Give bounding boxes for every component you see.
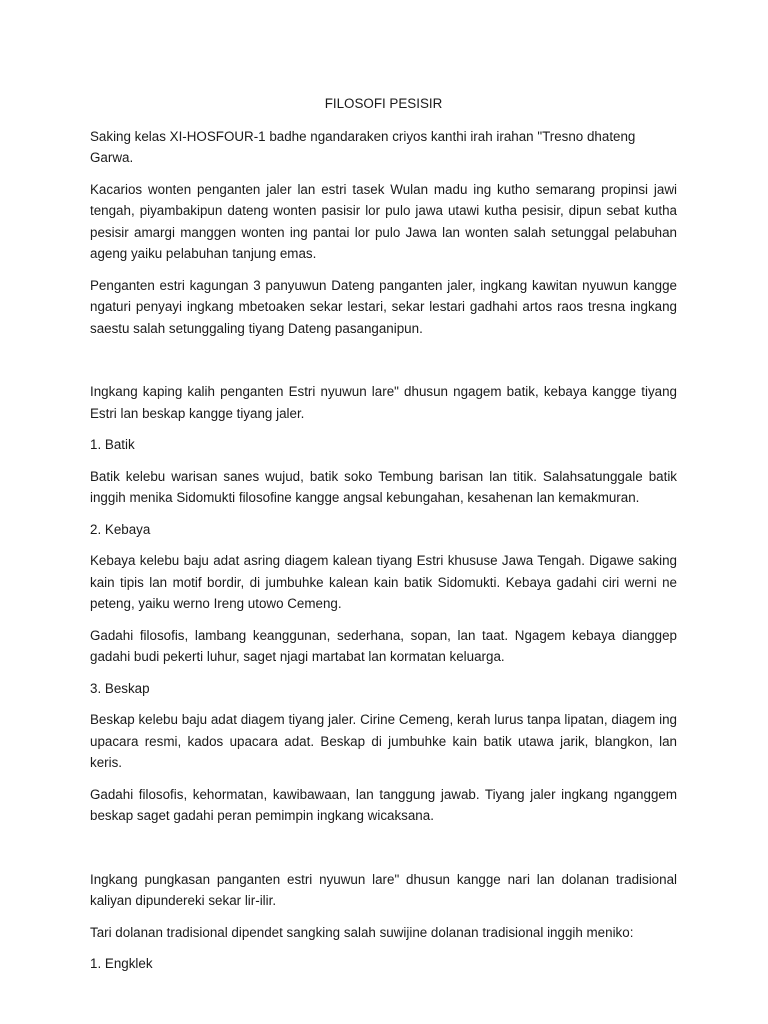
paragraph-request-one: Penganten estri kagungan 3 panyuwun Dateng panganten jaler, ingkang kawitan nyuwun kangge ngaturi penyayi ingkang mbetoaken sekar lestari, sekar lestari gadhahi artos raos tresna ingkang saestu salah setunggaling tiyang Dateng pasanganipun. [90, 277, 677, 336]
heading-beskap: 3. Beskap [90, 680, 150, 696]
paragraph-intro: Saking kelas XI-HOSFOUR-1 badhe ngandaraken criyos kanthi irah irahan "Tresno dhateng Garwa. [90, 128, 636, 165]
heading-kebaya: 2. Kebaya [90, 521, 151, 537]
document-title: FILOSOFI PESISIR [324, 96, 443, 111]
paragraph-batik: Batik kelebu warisan sanes wujud, batik soko Tembung barisan lan titik. Salahsatunggale batik inggih menika Sidomukti filosofine kangge angsal kebungahan, kesahenan lan kemakmuran. [90, 468, 677, 505]
paragraph-story: Kacarios wonten penganten jaler lan estri tasek Wulan madu ing kutho semarang propinsi jawi tengah, piyambakipun dateng wonten pasisir lor pulo jawa utawi kutha pesisir, dipun sebat kutha pesisir amargi manggen wonten ing pantai lor pulo Jawa lan wonten salah setunggal pelabuhan ageng yaiku pelabuhan tanjung emas. [90, 181, 677, 261]
paragraph-beskap: Beskap kelebu baju adat diagem tiyang jaler. Cirine Cemeng, kerah lurus tanpa lipatan, diagem ing upacara resmi, kados upacara adat. Beskap di jumbuhke kain batik utawa jarik, blangkon, lan keris. [90, 712, 677, 770]
blank-line [90, 349, 677, 381]
paragraph-kebaya: Kebaya kelebu baju adat asring diagem kalean tiyang Estri khususe Jawa Tengah. Digawe saking kain tipis lan motif bordir, di jumbuhke kalean kain batik Sidomukti. Kebaya gadahi ciri werni ne peteng, yaiku werno Ireng utowo Cemeng. [90, 553, 677, 611]
document-body [90, 93, 677, 985]
blank-line [90, 837, 677, 869]
heading-engklek: 1. Engklek [90, 956, 153, 971]
heading-batik: 1. Batik [90, 437, 135, 452]
paragraph-request-three: Ingkang pungkasan panganten estri nyuwun lare" dhusun kangge nari lan dolanan tradisional kaliyan dipundereki sekar lir-ilir. [90, 871, 677, 908]
paragraph-games-intro: Tari dolanan tradisional dipendet sangking salah suwijine dolanan tradisional inggih meniko: [90, 924, 634, 940]
paragraph-request-two: Ingkang kaping kalih penganten Estri nyuwun lare" dhusun ngagem batik, kebaya kangge tiyang Estri lan beskap kangge tiyang jaler. [90, 384, 677, 421]
paragraph-beskap-philosophy: Gadahi filosofis, kehormatan, kawibawaan, lan tanggung jawab. Tiyang jaler ingkang nganggem beskap saget gadahi peran pemimpin ingkang wicaksana. [90, 786, 677, 823]
paragraph-kebaya-philosophy: Gadahi filosofis, lambang keanggunan, sederhana, sopan, lan taat. Ngagem kebaya dianggep gadahi budi pekerti luhur, saget njagi martabat lan kormatan keluarga. [90, 627, 677, 664]
